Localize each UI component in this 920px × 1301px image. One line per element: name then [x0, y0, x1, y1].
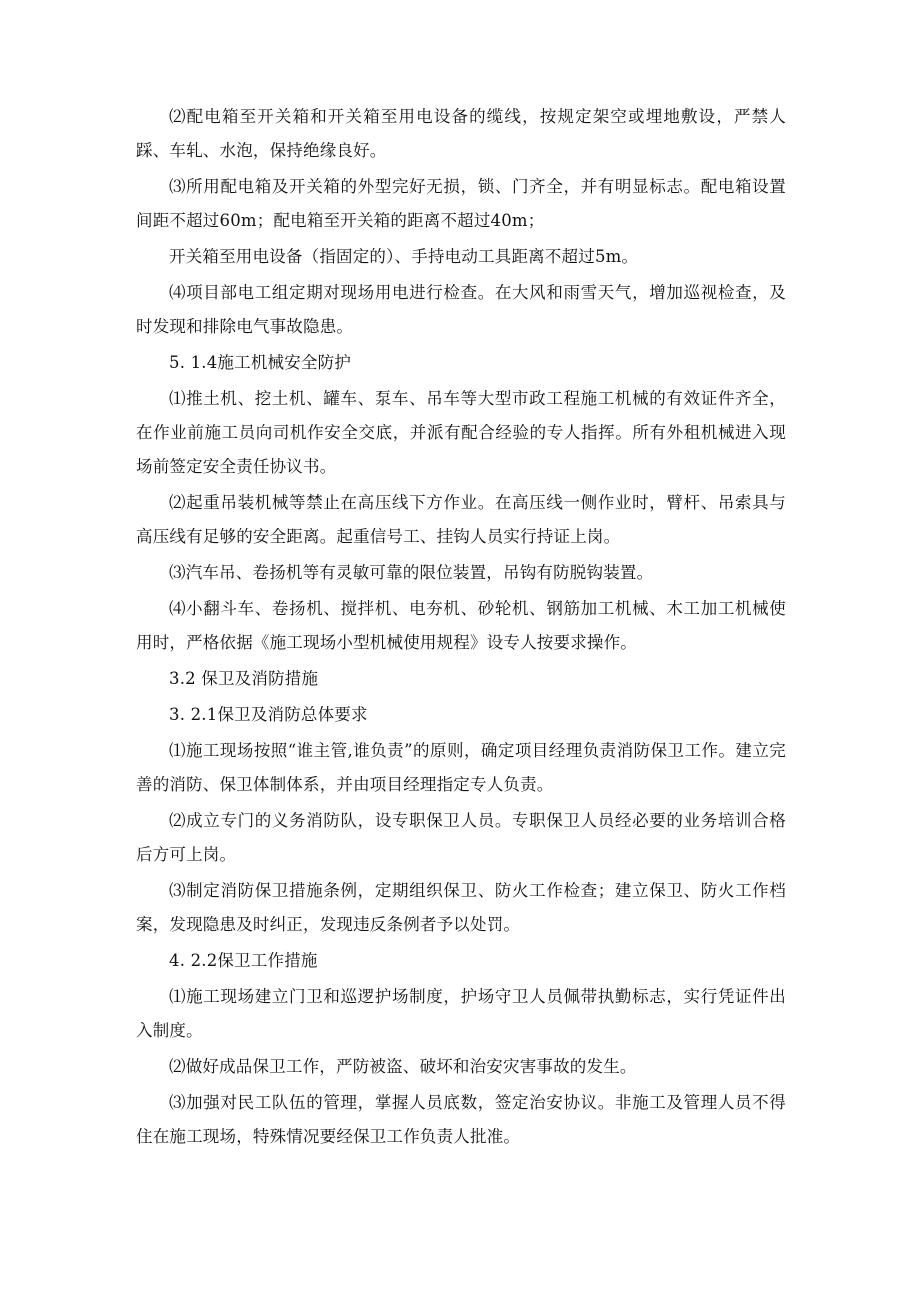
- paragraph: ⑷小翻斗车、卷扬机、搅拌机、电夯机、砂轮机、钢筋加工机械、木工加工机械使用时，严格依据《施工现场小型机械使用规程》设专人按要求操作。: [136, 599, 786, 652]
- section-heading: 3.2 保卫及消防措施: [169, 669, 319, 688]
- paragraph: ⑷项目部电工组定期对现场用电进行检查。在大风和雨雪天气，增加巡视检查，及时发现和排除电气事故隐患。: [136, 283, 786, 336]
- paragraph: ⑴推土机、挖土机、罐车、泵车、吊车等大型市政工程施工机械的有效证件齐全，在作业前施工员向司机作安全交底，并派有配合经验的专人指挥。所有外租机械进入现场前签定安全责任协议书。: [136, 389, 786, 476]
- paragraph: ⑵做好成品保卫工作，严防被盗、破坏和治安灾害事故的发生。: [169, 1057, 637, 1076]
- document-body: [136, 100, 786, 1156]
- paragraph: ⑶加强对民工队伍的管理，掌握人员底数，签定治安协议。非施工及管理人员不得住在施工现场，特殊情况要经保卫工作负责人批准。: [136, 1093, 786, 1146]
- paragraph: ⑵配电箱至开关箱和开关箱至用电设备的缆线，按规定架空或埋地敷设，严禁人踩、车轧、水泡，保持绝缘良好。: [136, 107, 786, 160]
- paragraph: ⑶汽车吊、卷扬机等有灵敏可靠的限位装置，吊钩有防脱钩装置。: [169, 563, 654, 582]
- paragraph: ⑶制定消防保卫措施条例，定期组织保卫、防火工作检查；建立保卫、防火工作档案，发现隐患及时纠正，发现违反条例者予以处罚。: [136, 881, 786, 934]
- paragraph: ⑵起重吊装机械等禁止在高压线下方作业。在高压线一侧作业时，臂杆、吊索具与高压线有足够的安全距离。起重信号工、挂钩人员实行持证上岗。: [136, 493, 786, 546]
- paragraph: ⑵成立专门的义务消防队，设专职保卫人员。专职保卫人员经必要的业务培训合格后方可上岗。: [136, 811, 786, 864]
- paragraph: ⑴施工现场建立门卫和巡逻护场制度，护场守卫人员佩带执勤标志，实行凭证件出入制度。: [136, 987, 786, 1040]
- paragraph: 开关箱至用电设备（指固定的）、手持电动工具距离不超过5m。: [169, 247, 639, 266]
- section-heading: 4. 2.2保卫工作措施: [169, 951, 318, 970]
- paragraph: ⑶所用配电箱及开关箱的外型完好无损，锁、门齐全，并有明显标志。配电箱设置间距不超过60m；配电箱至开关箱的距离不超过40m；: [136, 177, 786, 230]
- paragraph: ⑴施工现场按照“谁主管,谁负责”的原则，确定项目经理负责消防保卫工作。建立完善的消防、保卫体制体系，并由项目经理指定专人负责。: [136, 741, 786, 794]
- section-heading: 5. 1.4施工机械安全防护: [169, 353, 352, 372]
- section-heading: 3. 2.1保卫及消防总体要求: [169, 705, 368, 724]
